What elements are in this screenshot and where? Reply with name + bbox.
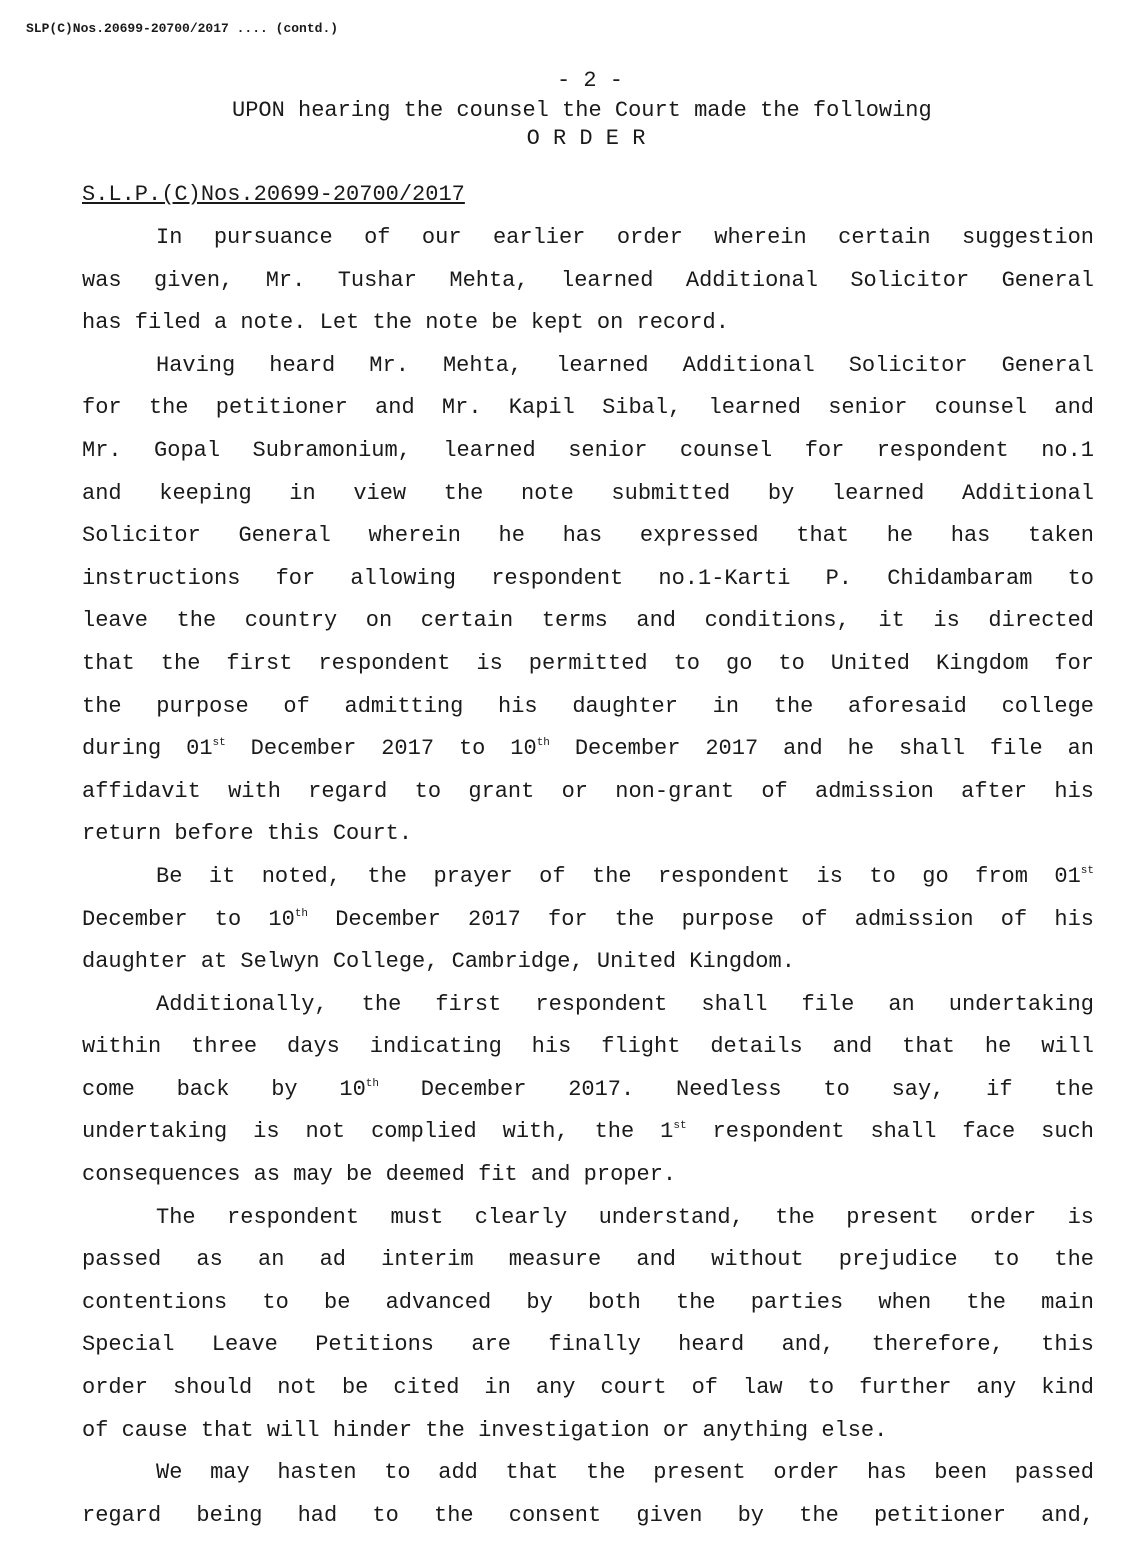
intro-line: UPON hearing the counsel the Court made the following — [232, 98, 932, 123]
text-line: come back by 10th December 2017. Needless to say, if the — [82, 1076, 1094, 1102]
text-line: the purpose of admitting his daughter in the aforesaid college — [82, 693, 1094, 719]
text-line: In pursuance of our earlier order wherein certain suggestion — [156, 225, 1094, 250]
text-line: during 01st December 2017 to 10th December 2017 and he shall file an — [82, 736, 1095, 762]
text-line: has filed a note. Let the note be kept on record. — [82, 310, 729, 336]
paragraph-prayer-noted — [82, 862, 1094, 990]
text-line: undertaking is not complied with, the 1st respondent shall face such — [82, 1119, 1094, 1145]
paragraph-undertaking — [82, 990, 1094, 1203]
page-number: - 2 - — [556, 68, 623, 93]
text-line: was given, Mr. Tushar Mehta, learned Additional Solicitor General — [82, 267, 1094, 293]
text-line: December to 10th December 2017 for the purpose of admission of his — [82, 906, 1094, 932]
text-line: Mr. Gopal Subramonium, learned senior counsel for respondent no.1 — [82, 437, 1094, 463]
text-line: instructions for allowing respondent no.1-Karti P. Chidambaram to — [82, 565, 1094, 591]
text-line: return before this Court. — [82, 821, 413, 847]
case-heading: S.L.P.(C)Nos.20699-20700/2017 — [82, 182, 465, 207]
text-line: Additionally, the first respondent shall file an undertaking — [156, 991, 1094, 1017]
text-line: within three days indicating his flight details and that he will — [82, 1034, 1094, 1060]
text-line: Solicitor General wherein he has expressed that he has taken — [82, 523, 1094, 549]
text-line: affidavit with regard to grant or non-grant of admission after his — [82, 778, 1094, 804]
ordinal-suffix: st — [1080, 864, 1094, 877]
text-line: We may hasten to add that the present order has been passed — [156, 1460, 1094, 1486]
paragraph-note-filed — [82, 223, 1094, 351]
text-line: that the first respondent is permitted to go to United Kingdom for — [82, 650, 1094, 676]
order-heading: O R D E R — [526, 126, 646, 151]
text-line: consequences as may be deemed fit and proper. — [82, 1162, 677, 1188]
text-line: Having heard Mr. Mehta, learned Additional Solicitor General — [156, 352, 1094, 378]
running-header: SLP(C)Nos.20699-20700/2017 .... (contd.) — [26, 21, 339, 36]
paragraph-permission — [82, 351, 1094, 862]
ordinal-suffix: th — [294, 907, 309, 920]
text-line: Special Leave Petitions are finally heard and, therefore, this — [82, 1332, 1094, 1358]
text-line: The respondent must clearly understand, the present order is — [156, 1204, 1094, 1230]
text-line: daughter at Selwyn College, Cambridge, United Kingdom. — [82, 949, 795, 975]
order-body — [82, 223, 1094, 1543]
text-line: of cause that will hinder the investigation or anything else. — [82, 1417, 888, 1443]
ordinal-suffix: th — [365, 1077, 379, 1090]
ordinal-suffix: st — [212, 737, 226, 750]
text-line: order should not be cited in any court of law to further any kind — [82, 1375, 1094, 1401]
text-line: leave the country on certain terms and conditions, it is directed — [82, 608, 1094, 634]
text-line: passed as an ad interim measure and without prejudice to the — [82, 1247, 1094, 1273]
text-line: and keeping in view the note submitted by learned Additional — [82, 480, 1094, 506]
paragraph-consent — [82, 1458, 1094, 1543]
text-line: Be it noted, the prayer of the respondent is to go from 01st — [156, 863, 1094, 889]
text-line: for the petitioner and Mr. Kapil Sibal, learned senior counsel and — [82, 395, 1094, 421]
ordinal-suffix: th — [536, 737, 550, 750]
paragraph-interim-measure — [82, 1203, 1094, 1459]
ordinal-suffix: st — [673, 1120, 687, 1133]
text-line: contentions to be advanced by both the parties when the main — [82, 1289, 1094, 1315]
text-line: regard being had to the consent given by the petitioner and, — [82, 1502, 1094, 1528]
